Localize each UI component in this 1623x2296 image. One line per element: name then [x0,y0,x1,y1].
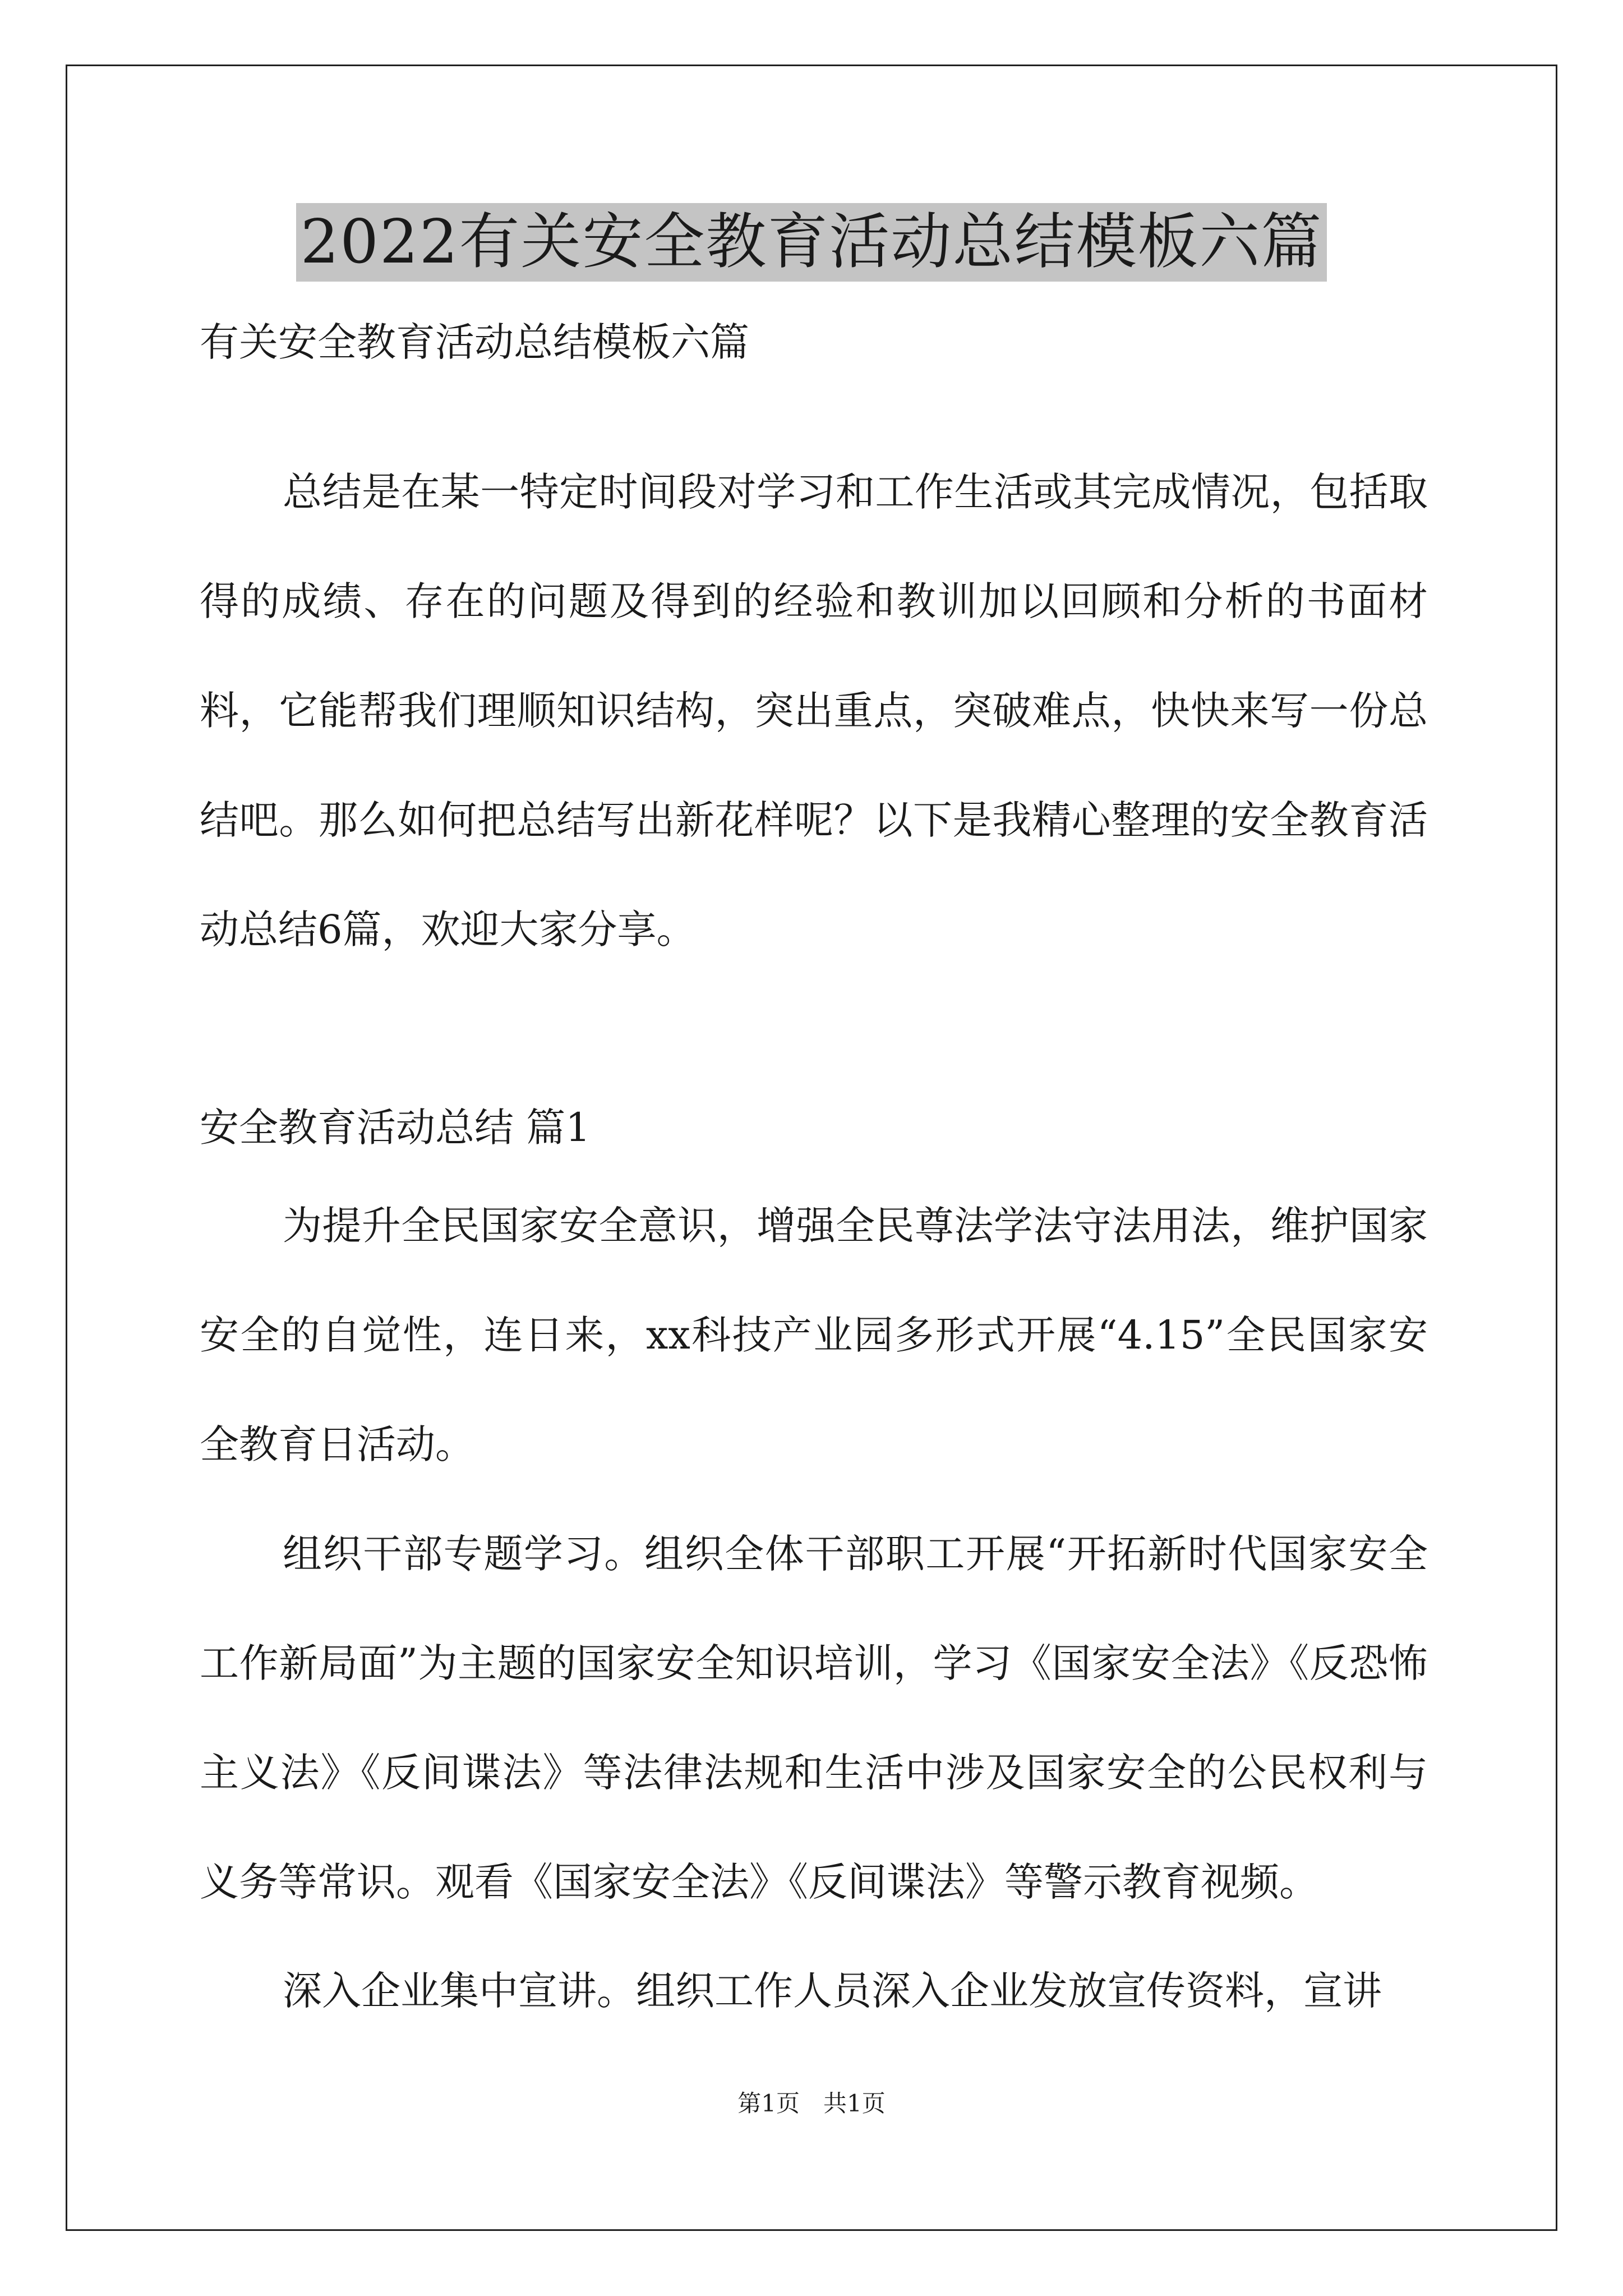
section-paragraph-3: 深入企业集中宣讲。组织工作人员深入企业发放宣传资料，宣讲 [283,1968,1382,2014]
section-paragraph-1: 为提升全民国家安全意识，增强全民尊法学法守法用法，维护国家安全的自觉性，连日来，xx科技产业园多形式开展“4.15”全民国家安全教育日活动。 [200,1203,1428,1467]
title-container [0,203,1623,282]
page-number-current: 第1页 [737,2090,800,2117]
page-footer [0,2087,1623,2120]
section-heading: 安全教育活动总结 篇1 [200,1105,591,1151]
intro-paragraph: 总结是在某一特定时间段对学习和工作生活或其完成情况，包括取得的成绩、存在的问题及得到的经验和教训加以回顾和分析的书面材料，它能帮我们理顺知识结构，突出重点，突破难点，快快来写一份总结吧。那么如何把总结写出新花样呢？以下是我精心整理的安全教育活动总结6篇，欢迎大家分享。 [200,469,1428,953]
section-paragraph-2: 组织干部专题学习。组织全体干部职工开展“开拓新时代国家安全工作新局面”为主题的国家安全知识培训，学习《国家安全法》《反恐怖主义法》《反间谍法》等法律法规和生活中涉及国家安全的公民权利与义务等常识。观看《国家安全法》《反间谍法》等警示教育视频。 [200,1531,1428,1905]
document-title: 2022有关安全教育活动总结模板六篇 [296,203,1327,282]
document-subtitle: 有关安全教育活动总结模板六篇 [200,319,749,365]
page-number-total: 共1页 [823,2090,886,2117]
